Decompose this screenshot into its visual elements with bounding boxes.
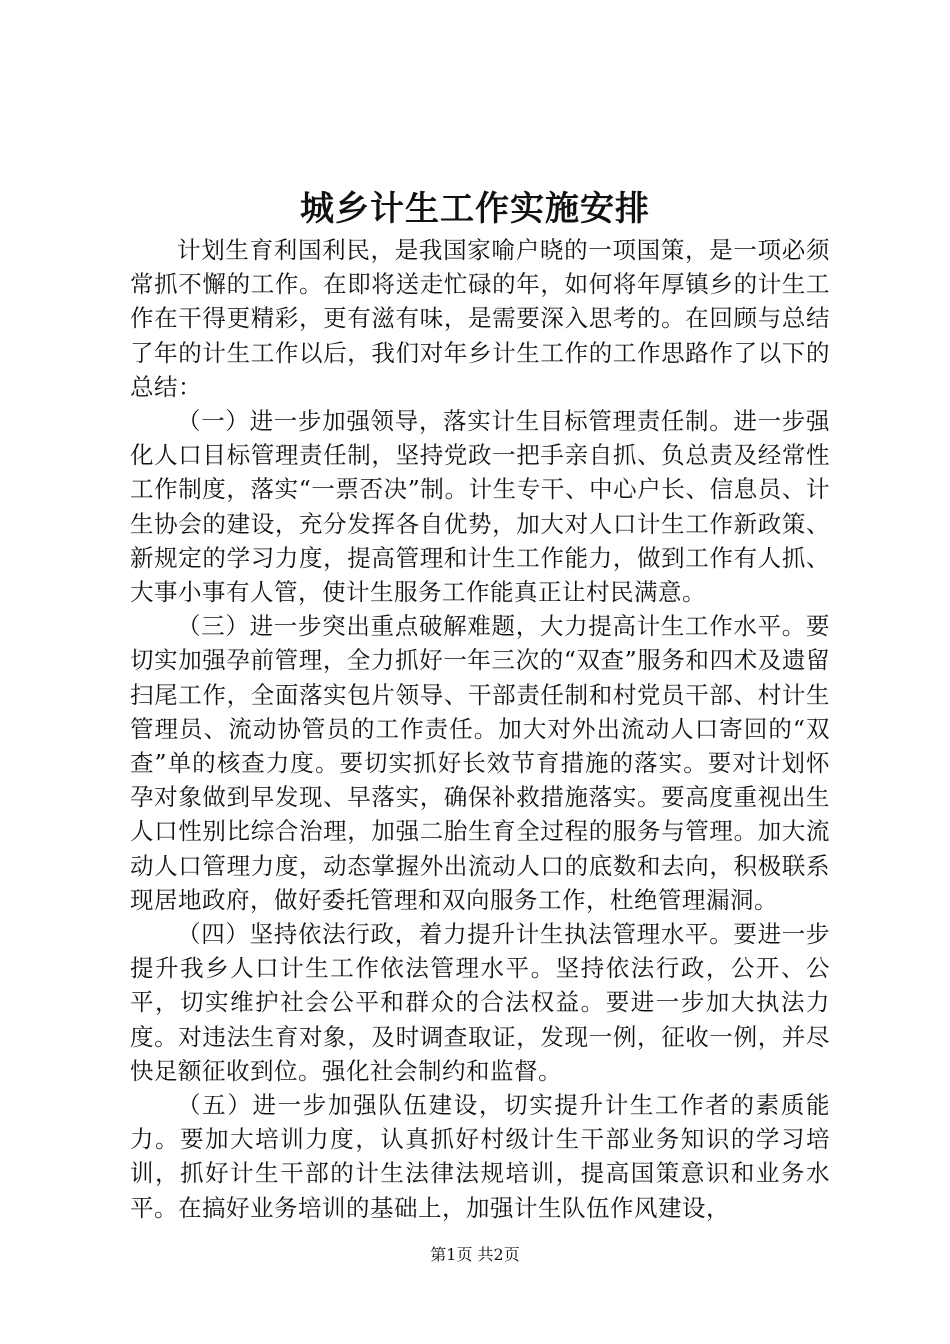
page-footer: 第1页 共2页 — [430, 1245, 520, 1264]
paragraph-section-4: （四）坚持依法行政，着力提升计生执法管理水平。要进一步提升我乡人口计生工作依法管理水平。坚持依法行政，公开、公平，切实维护社会公平和群众的合法权益。要进一步加大执法力度。对违法生育对象，及时调查取证，发现一例，征收一例，并尽快足额征收到位。强化社会制约和监督。 — [130, 920, 830, 1085]
paragraph-section-3: （三）进一步突出重点破解难题，大力提高计生工作水平。要切实加强孕前管理，全力抓好一年三次的“双查”服务和四术及遗留扫尾工作，全面落实包片领导、干部责任制和村党员干部、村计生管理员、流动协管员的工作责任。加大对外出流动人口寄回的“双查”单的核查力度。要切实抓好长效节育措施的落实。要对计划怀孕对象做到早发现、早落实，确保补救措施落实。要高度重视出生人口性别比综合治理，加强二胎生育全过程的服务与管理。加大流动人口管理力度，动态掌握外出流动人口的底数和去向，积极联系现居地政府，做好委托管理和双向服务工作，杜绝管理漏洞。 — [130, 612, 830, 914]
paragraph-intro: 计划生育利国利民，是我国家喻户晓的一项国策，是一项必须常抓不懈的工作。在即将送走忙碌的年，如何将年厚镇乡的计生工作在干得更精彩，更有滋有味，是需要深入思考的。在回顾与总结了年的计生工作以后，我们对年乡计生工作的工作思路作了以下的总结： — [130, 236, 830, 401]
paragraph-section-1: （一）进一步加强领导，落实计生目标管理责任制。进一步强化人口目标管理责任制，坚持党政一把手亲自抓、负总责及经常性工作制度，落实“一票否决”制。计生专干、中心户长、信息员、计生协会的建设，充分发挥各自优势，加大对人口计生工作新政策、新规定的学习力度，提高管理和计生工作能力，做到工作有人抓、大事小事有人管，使计生服务工作能真正让村民满意。 — [130, 407, 830, 607]
document-title: 城乡计生工作实施安排 — [300, 189, 650, 229]
document-body — [130, 233, 830, 1225]
paragraph-section-5: （五）进一步加强队伍建设，切实提升计生工作者的素质能力。要加大培训力度，认真抓好村级计生干部业务知识的学习培训，抓好计生干部的计生法律法规培训，提高国策意识和业务水平。在搞好业务培训的基础上，加强计生队伍作风建设， — [130, 1091, 830, 1222]
